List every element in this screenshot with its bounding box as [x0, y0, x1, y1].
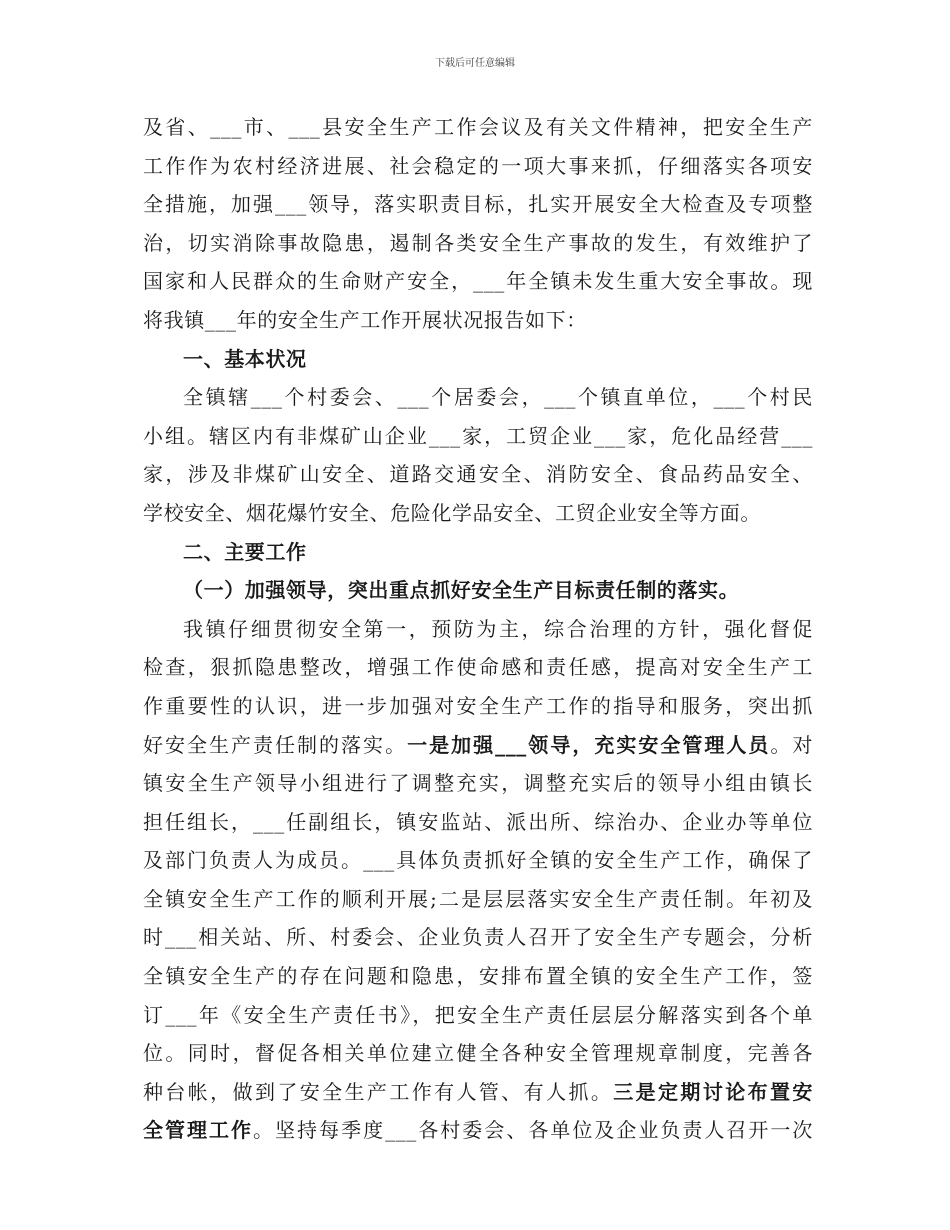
body-line: 检查，狠抓隐患整改，增强工作使命感和责任感，提高对安全生产工 — [143, 655, 813, 680]
body-line: 家，涉及非煤矿山安全、道路交通安全、消防安全、食品药品安全、 — [143, 462, 813, 487]
section-heading-basic: 一、基本状况 — [183, 346, 307, 371]
body-line: 位。同时，督促各相关单位建立健全各种安全管理规章制度，完善各 — [143, 1041, 813, 1066]
body-line: 全措施，加强___领导，落实职责目标，扎实开展安全大检查及专项整 — [143, 192, 813, 217]
body-line: 及省、___市、___县安全生产工作会议及有关文件精神，把安全生产 — [143, 115, 813, 139]
body-line: 学校安全、烟花爆竹安全、危险化学品安全、工贸企业安全等方面。 — [143, 500, 761, 525]
body-text: 。对 — [770, 732, 813, 757]
bold-point-1: 一是加强___领导，充实安全管理人员 — [407, 732, 771, 757]
section-heading-main-work: 二、主要工作 — [183, 539, 307, 564]
bold-point-3: 三是定期讨论布置安 — [613, 1079, 813, 1104]
body-line-mixed — [143, 1073, 813, 1112]
page-header: 下载后可任意编辑 — [435, 58, 515, 69]
bold-point-3-cont: 全管理工作 — [143, 1118, 254, 1143]
body-line: 将我镇___年的安全生产工作开展状况报告如下： — [143, 307, 587, 332]
body-line: 小组。辖区内有非煤矿山企业___家，工贸企业___家，危化品经营___ — [143, 423, 813, 448]
body-line: 国家和人民群众的生命财产安全，___年全镇未发生重大安全事故。现 — [143, 269, 813, 294]
body-line: 时___相关站、所、村委会、企业负责人召开了安全生产专题会，分析 — [143, 925, 813, 950]
body-text: 种台帐，做到了安全生产工作有人管、有人抓。 — [143, 1079, 614, 1104]
body-line: 担任组长，___任副组长，镇安监站、派出所、综治办、企业办等单位 — [143, 809, 813, 834]
body-line: 工作作为农村经济进展、社会稳定的一项大事来抓，仔细落实各项安 — [143, 153, 813, 178]
body-text: 。坚持每季度___各村委会、各单位及企业负责人召开一次 — [253, 1118, 814, 1143]
body-text: 好安全生产责任制的落实。 — [143, 732, 408, 757]
body-line: 全镇辖___个村委会、___个居委会，___个镇直单位，___个村民 — [183, 385, 813, 410]
subsection-heading-1: （一）加强领导，突出重点抓好安全生产目标责任制的落实。 — [183, 578, 740, 603]
body-line: 治，切实消除事故隐患，遏制各类安全生产事故的发生，有效维护了 — [143, 230, 813, 255]
body-line: 作重要性的认识，进一步加强对安全生产工作的指导和服务，突出抓 — [143, 693, 813, 718]
body-line-mixed — [143, 1111, 813, 1150]
body-line: 镇安全生产领导小组进行了调整充实，调整充实后的领导小组由镇长 — [143, 771, 813, 796]
body-line: 及部门负责人为成员。___具体负责抓好全镇的安全生产工作，确保了 — [143, 848, 813, 873]
body-line: 全镇安全生产工作的顺利开展;二是层层落实安全生产责任制。年初及 — [143, 886, 813, 911]
body-line-mixed — [143, 726, 813, 765]
document-body — [143, 108, 813, 1150]
body-line: 全镇安全生产的存在问题和隐患，安排布置全镇的安全生产工作，签 — [143, 964, 813, 989]
body-line: 我镇仔细贯彻安全第一，预防为主，综合治理的方针，强化督促 — [183, 616, 813, 641]
body-line: 订___年《安全生产责任书》，把安全生产责任层层分解落实到各个单 — [143, 1002, 813, 1027]
